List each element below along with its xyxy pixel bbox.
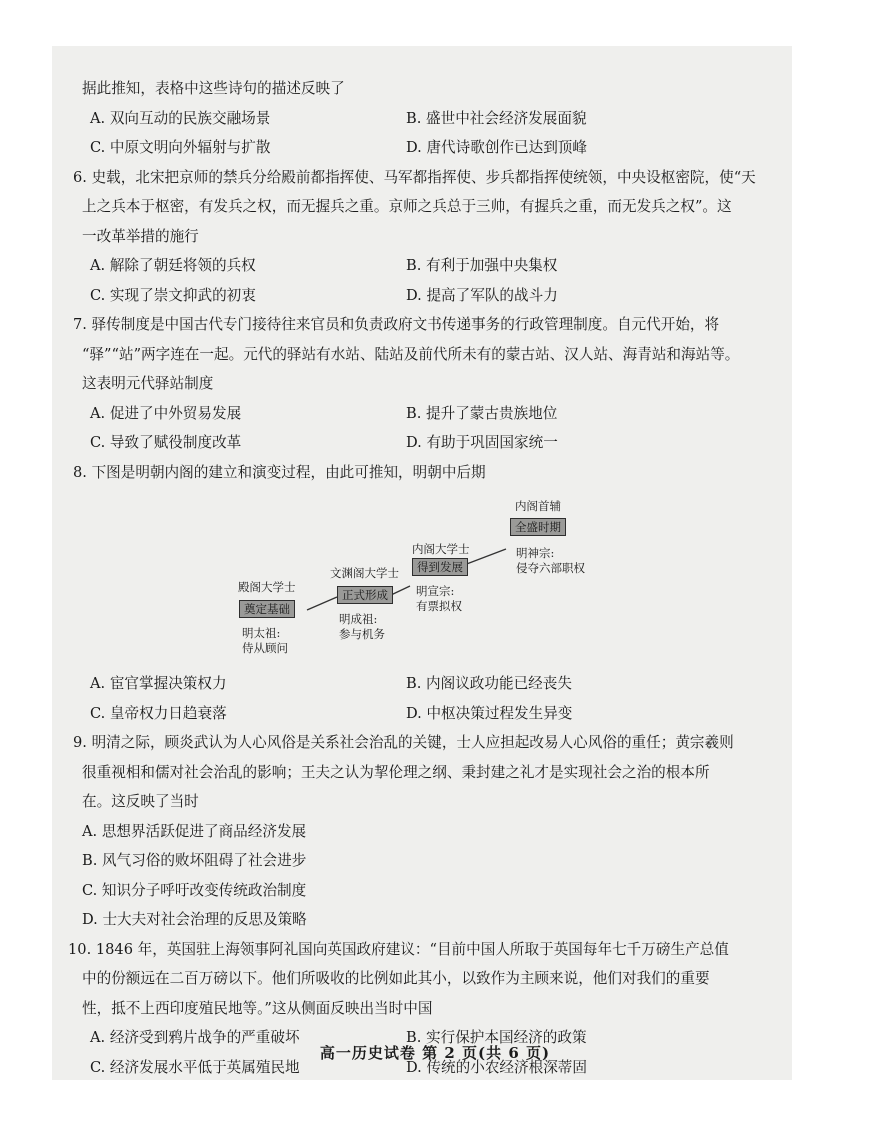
- stage4-box: 全盛时期: [510, 518, 566, 536]
- q7-stem-line3: 这表明元代驿站制度: [82, 375, 214, 392]
- page-footer: 高一历史试卷 第 2 页(共 6 页): [319, 1044, 551, 1062]
- q10-stem-line3: 性，抵不上西印度殖民地等。”这从侧面反映出当时中国: [82, 999, 433, 1017]
- q5-stem-tail: 据此推知，表格中这些诗句的描述反映了: [82, 80, 345, 97]
- q9-option-d[interactable]: D. 士大夫对社会治理的反思及策略: [82, 911, 307, 928]
- stage1-title: 殿阁大学士: [238, 580, 296, 594]
- stage2-title: 文渊阁大学士: [330, 566, 399, 580]
- stage2-note-role: 参与机务: [339, 627, 385, 641]
- q9-stem-line3: 在。这反映了当时: [82, 793, 199, 810]
- q7-option-d[interactable]: D. 有助于巩固国家统一: [406, 434, 558, 451]
- stage2-note-who: 明成祖:: [339, 612, 378, 626]
- q6-options-row2: [82, 281, 782, 311]
- q5-options-row1: [82, 104, 782, 134]
- q6-option-d[interactable]: D. 提高了军队的战斗力: [406, 286, 558, 304]
- q8-option-a[interactable]: A. 宦官掌握决策权力: [90, 675, 227, 692]
- q6-options-row1: [82, 251, 782, 281]
- q6-stem-line3: 一改革举措的施行: [82, 227, 199, 245]
- stage4-note-role: 侵夺六部职权: [516, 561, 585, 575]
- cabinet-evolution-diagram: [82, 487, 782, 669]
- q8-option-c[interactable]: C. 皇帝权力日趋衰落: [90, 704, 227, 722]
- q7-options-row1: [82, 399, 782, 429]
- q6-option-b[interactable]: B. 有利于加强中央集权: [406, 257, 558, 274]
- q7-options-row2: [82, 428, 782, 458]
- q6-option-c[interactable]: C. 实现了崇文抑武的初衷: [90, 286, 256, 304]
- q7-stem-line1: 7. 驿传制度是中国古代专门接待往来官员和负责政府文书传递事务的行政管理制度。自元代开始，将: [73, 316, 720, 333]
- q8-option-d[interactable]: D. 中枢决策过程发生异变: [406, 704, 573, 722]
- q5-option-d[interactable]: D. 唐代诗歌创作已达到顶峰: [406, 139, 587, 156]
- q5-option-c[interactable]: C. 中原文明向外辐射与扩散: [90, 139, 271, 156]
- q9-option-b[interactable]: B. 风气习俗的败坏阻碍了社会进步: [82, 852, 307, 869]
- stage4-note-who: 明神宗:: [516, 546, 555, 560]
- q10-option-d[interactable]: D. 传统的小农经济根深蒂固: [406, 1058, 587, 1076]
- exam-content: [68, 74, 782, 1082]
- q7-stem-line2: “驿”“站”两字连在一起。元代的驿站有水站、陆站及前代所未有的蒙古站、汉人站、海青站和海站等。: [82, 345, 740, 363]
- stage3-box: 得到发展: [412, 558, 468, 576]
- stage1-box: 奠定基础: [239, 600, 295, 618]
- q8-stem: 8. 下图是明朝内阁的建立和演变过程，由此可推知，明朝中后期: [73, 463, 486, 481]
- q9-option-a[interactable]: A. 思想界活跃促进了商品经济发展: [82, 822, 307, 840]
- q8-option-b[interactable]: B. 内阁议政功能已经丧失: [406, 675, 572, 692]
- stage1-note-role: 侍从顾问: [242, 641, 288, 655]
- q9-stem-line2: 很重视相和儒对社会治乱的影响；王夫之认为挈伦理之纲、秉封建之礼才是实现社会之治的根本所: [82, 763, 710, 781]
- q7-option-b[interactable]: B. 提升了蒙古贵族地位: [406, 404, 558, 422]
- q10-stem-line2: 中的份额远在二百万磅以下。他们所吸收的比例如此其小，以致作为主顾来说，他们对我们的重要: [82, 970, 710, 987]
- diagram-connector-lines: [82, 487, 782, 669]
- q8-options-row1: [82, 669, 782, 699]
- q7-option-a[interactable]: A. 促进了中外贸易发展: [90, 404, 242, 422]
- stage3-note-role: 有票拟权: [416, 599, 462, 613]
- q7-option-c[interactable]: C. 导致了赋役制度改革: [90, 434, 242, 451]
- q8-options-row2: [82, 699, 782, 729]
- q10-option-c[interactable]: C. 经济发展水平低于英属殖民地: [90, 1058, 300, 1076]
- q9-stem-line1: 9. 明清之际，顾炎武认为人心风俗是关系社会治乱的关键，士人应担起改易人心风俗的重任；黄宗羲则: [73, 734, 734, 751]
- q5-option-b[interactable]: B. 盛世中社会经济发展面貌: [406, 109, 587, 127]
- q5-options-row2: [82, 133, 782, 163]
- q5-option-a[interactable]: A. 双向互动的民族交融场景: [90, 109, 271, 127]
- stage1-note-who: 明太祖:: [242, 626, 281, 640]
- q6-stem-line2: 上之兵本于枢密，有发兵之权，而无握兵之重。京师之兵总于三帅，有握兵之重，而无发兵之权”。这: [82, 198, 732, 215]
- q6-option-a[interactable]: A. 解除了朝廷将领的兵权: [90, 257, 256, 274]
- q10-option-a[interactable]: A. 经济受到鸦片战争的严重破坏: [90, 1029, 300, 1046]
- q10-option-b[interactable]: B. 实行保护本国经济的政策: [406, 1029, 587, 1046]
- stage2-box: 正式形成: [337, 586, 393, 604]
- stage4-title: 内阁首辅: [515, 499, 561, 513]
- q6-stem-line1: 6. 史载，北宋把京师的禁兵分给殿前都指挥使、马军都指挥使、步兵都指挥使统领，中央设枢密院，使“天: [73, 168, 756, 186]
- q9-option-c[interactable]: C. 知识分子呼吁改变传统政治制度: [82, 881, 307, 899]
- q10-stem-line1: 10. 1846 年，英国驻上海领事阿礼国向英国政府建议：“目前中国人所取于英国每年七千万磅生产总值: [68, 940, 729, 958]
- stage3-title: 内阁大学士: [412, 542, 470, 556]
- stage3-note-who: 明宣宗:: [416, 584, 455, 598]
